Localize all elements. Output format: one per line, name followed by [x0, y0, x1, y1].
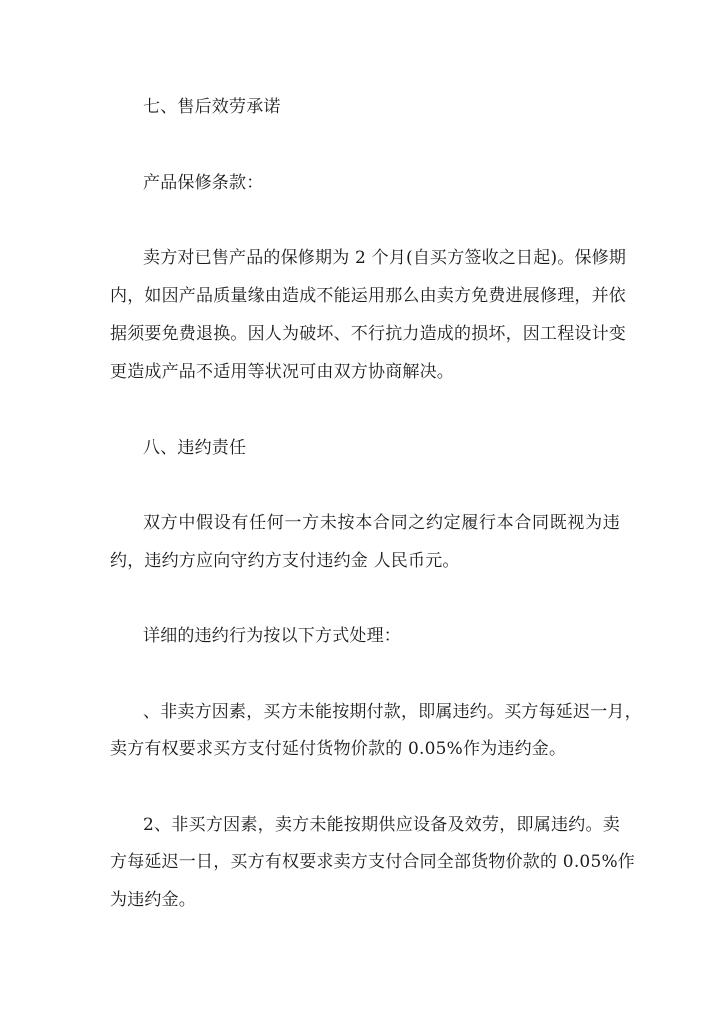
section-heading-after-sales: 七、售后效劳承诺	[143, 97, 281, 117]
warranty-paragraph-line-3: 据须要免费退换。因人为破坏、不行抗力造成的损坏，因工程设计变	[110, 324, 626, 344]
warranty-paragraph-line-2: 内，如因产品质量缘由造成不能运用那么由卖方免费进展修理，并依	[110, 286, 626, 306]
section-heading-breach: 八、违约责任	[143, 438, 247, 458]
warranty-title: 产品保修条款：	[143, 173, 264, 193]
item-2-line-3: 为违约金。	[110, 890, 196, 910]
detail-intro: 详细的违约行为按以下方式处理：	[143, 626, 401, 646]
item-2-line-2: 方每延迟一日，买方有权要求卖方支付合同全部货物价款的 0.05%作	[110, 852, 636, 872]
item-2-line-1: 2、非买方因素，卖方未能按期供应设备及效劳，即属违约。卖	[143, 815, 620, 835]
breach-paragraph-line-2: 约，违约方应向守约方支付违约金 人民币元。	[110, 551, 460, 571]
warranty-paragraph-line-1: 卖方对已售产品的保修期为 2 个月(自买方签收之日起)。保修期	[143, 248, 627, 268]
item-1-line-2: 卖方有权要求买方支付延付货物价款的 0.05%作为违约金。	[110, 739, 567, 759]
breach-paragraph-line-1: 双方中假设有任何一方未按本合同之约定履行本合同既视为违	[143, 513, 620, 533]
item-1-line-1: 、非卖方因素，买方未能按期付款，即属违约。买方每延迟一月，	[143, 702, 642, 722]
warranty-paragraph-line-4: 更造成产品不适用等状况可由双方协商解决。	[110, 362, 454, 382]
